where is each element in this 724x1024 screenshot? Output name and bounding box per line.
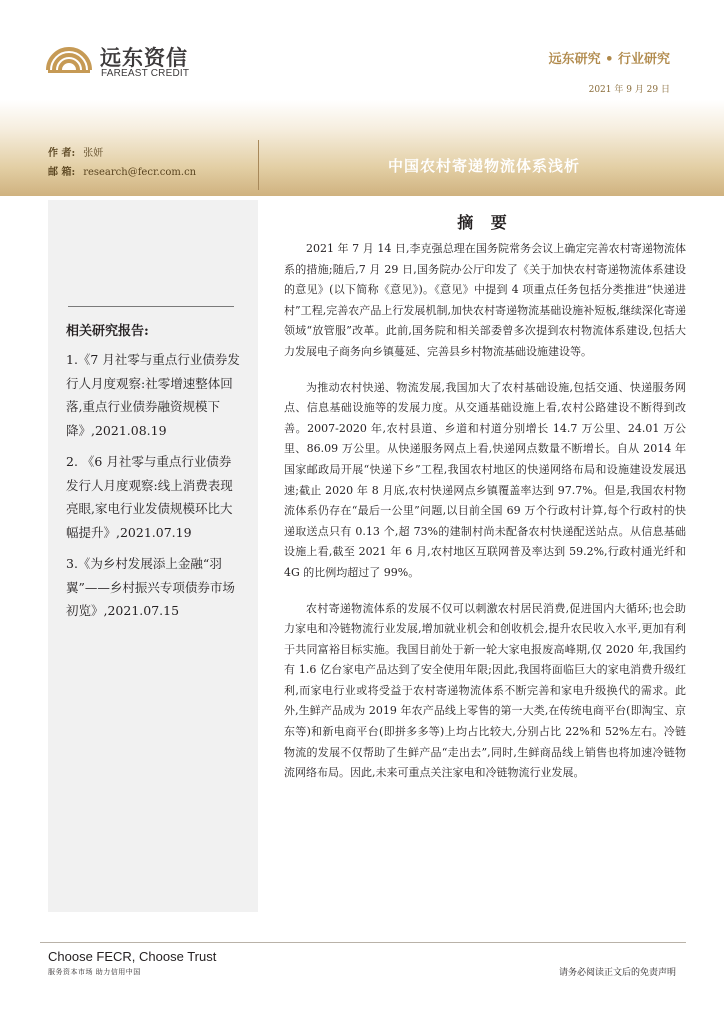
brand-name-cn: 远东资信 <box>100 46 188 70</box>
footer-divider <box>40 942 686 943</box>
email-address[interactable]: research@fecr.com.cn <box>83 167 197 178</box>
footer-slogan-en: Choose FECR, Choose Trust <box>48 949 217 964</box>
abstract-paragraph: 2021 年 7 月 14 日,李克强总理在国务院常务会议上确定完善农村寄递物流体系的措施;随后,7 月 29 日,国务院办公厅印发了《关于加快农村寄递物流体系建设的意见》(以下简称《意见》)。《意见》中提到 4 项重点任务包括分类推进“快递进村”工程,完善农产品上行发展机制,加快农村寄递物流基础设施补短板,继续深化寄递领域“放管服”改革。此前,国务院和相关部委曾多次提到农村物流体系建设,包括大力发展电子商务向乡镇蔓延、完善县乡村物流基础设施建设等。 <box>284 242 686 358</box>
author-line <box>48 144 103 159</box>
abstract-paragraph: 农村寄递物流体系的发展不仅可以刺激农村居民消费,促进国内大循环;也会助力家电和冷链物流行业发展,增加就业机会和创收机会,提升农民收入水平,更加有利于共同富裕目标实施。我国目前处于新一轮大家电报废高峰期,仅 2020 年,我国约有 1.6 亿台家电产品达到了安全使用年限;因此,我国将面临巨大的家电消费升级红利,而家电行业或将受益于农村寄递物流体系不断完善和家电升级换代的需求。此外,生鲜产品成为 2019 年农产品线上零售的第一大类,在传统电商平台(即淘宝、京东等)和新电商平台(即拼多多等)上均占比较大,分别占比 22%和 52%左右。冷链物流的发展不仅帮助了生鲜产品“走出去”,同时,生鲜商品线上销售也将加速冷链物流网络布局。因此,未来可重点关注家电和冷链物流行业发展。 <box>284 601 686 780</box>
abstract-section <box>284 210 686 799</box>
related-reports-list <box>66 348 242 631</box>
brand-name-en: FAREAST CREDIT <box>101 68 190 79</box>
fareast-credit-logo-icon <box>44 40 94 76</box>
author-name: 张妍 <box>83 148 104 159</box>
footer-slogan-cn: 服务资本市场 助力信用中国 <box>48 968 141 976</box>
related-reports-title: 相关研究报告: <box>66 324 149 339</box>
report-date: 2021 年 9 月 29 日 <box>588 85 670 95</box>
sidebar-divider <box>68 306 234 307</box>
related-report-item[interactable]: 1.《7 月社零与重点行业债券发行人月度观察:社零增速整体回落,重点行业债券融资规模下降》,2021.08.19 <box>66 352 240 438</box>
abstract-title: 摘 要 <box>457 213 513 232</box>
disclaimer-note: 请务必阅读正文后的免责声明 <box>558 968 676 978</box>
related-report-item[interactable]: 2. 《6 月社零与重点行业债券发行人月度观察:线上消费表现亮眼,家电行业发债规模环比大幅提升》,2021.07.19 <box>66 454 233 540</box>
report-title: 中国农村寄递物流体系浅析 <box>388 157 581 175</box>
author-label: 作 者: <box>48 148 76 159</box>
header-band <box>0 100 724 196</box>
related-report-item[interactable]: 3.《为乡村发展添上金融“羽翼”——乡村振兴专项债券市场初览》,2021.07.15 <box>66 556 235 618</box>
email-label: 邮 箱: <box>48 167 76 178</box>
abstract-paragraph: 为推动农村快递、物流发展,我国加大了农村基础设施,包括交通、快递服务网点、信息基础设施等的发展力度。从交通基础设施上看,农村公路建设不断得到改善。2007-2020 年,农村县道、乡道和村道分别增长 14.7 万公里、24.01 万公里、86.09 万公里。从快递服务网点上看,快递网点数量不断增长。自从 2014 年国家邮政局开展“快递下乡”工程,我国农村地区的快递网络布局和设施建设发展迅速;截止 2020 年 8 月底,农村快递网点乡镇覆盖率达到 97.7%。但是,我国农村物流体系仍存在“最后一公里”问题,以目前全国 69 万个行政村计算,每个行政村的快递取送点只有 0.13 个,超 73%的建制村尚未配备农村快递配送站点。从信息基础设施上看,截至 2021 年 6 月,农村地区互联网普及率达到 59.2%,行政村通光纤和 4G 的比例均超过了 99%。 <box>284 380 686 579</box>
email-line <box>48 163 196 178</box>
report-series: 远东研究 • 行业研究 <box>548 52 670 67</box>
header-divider <box>258 140 259 190</box>
